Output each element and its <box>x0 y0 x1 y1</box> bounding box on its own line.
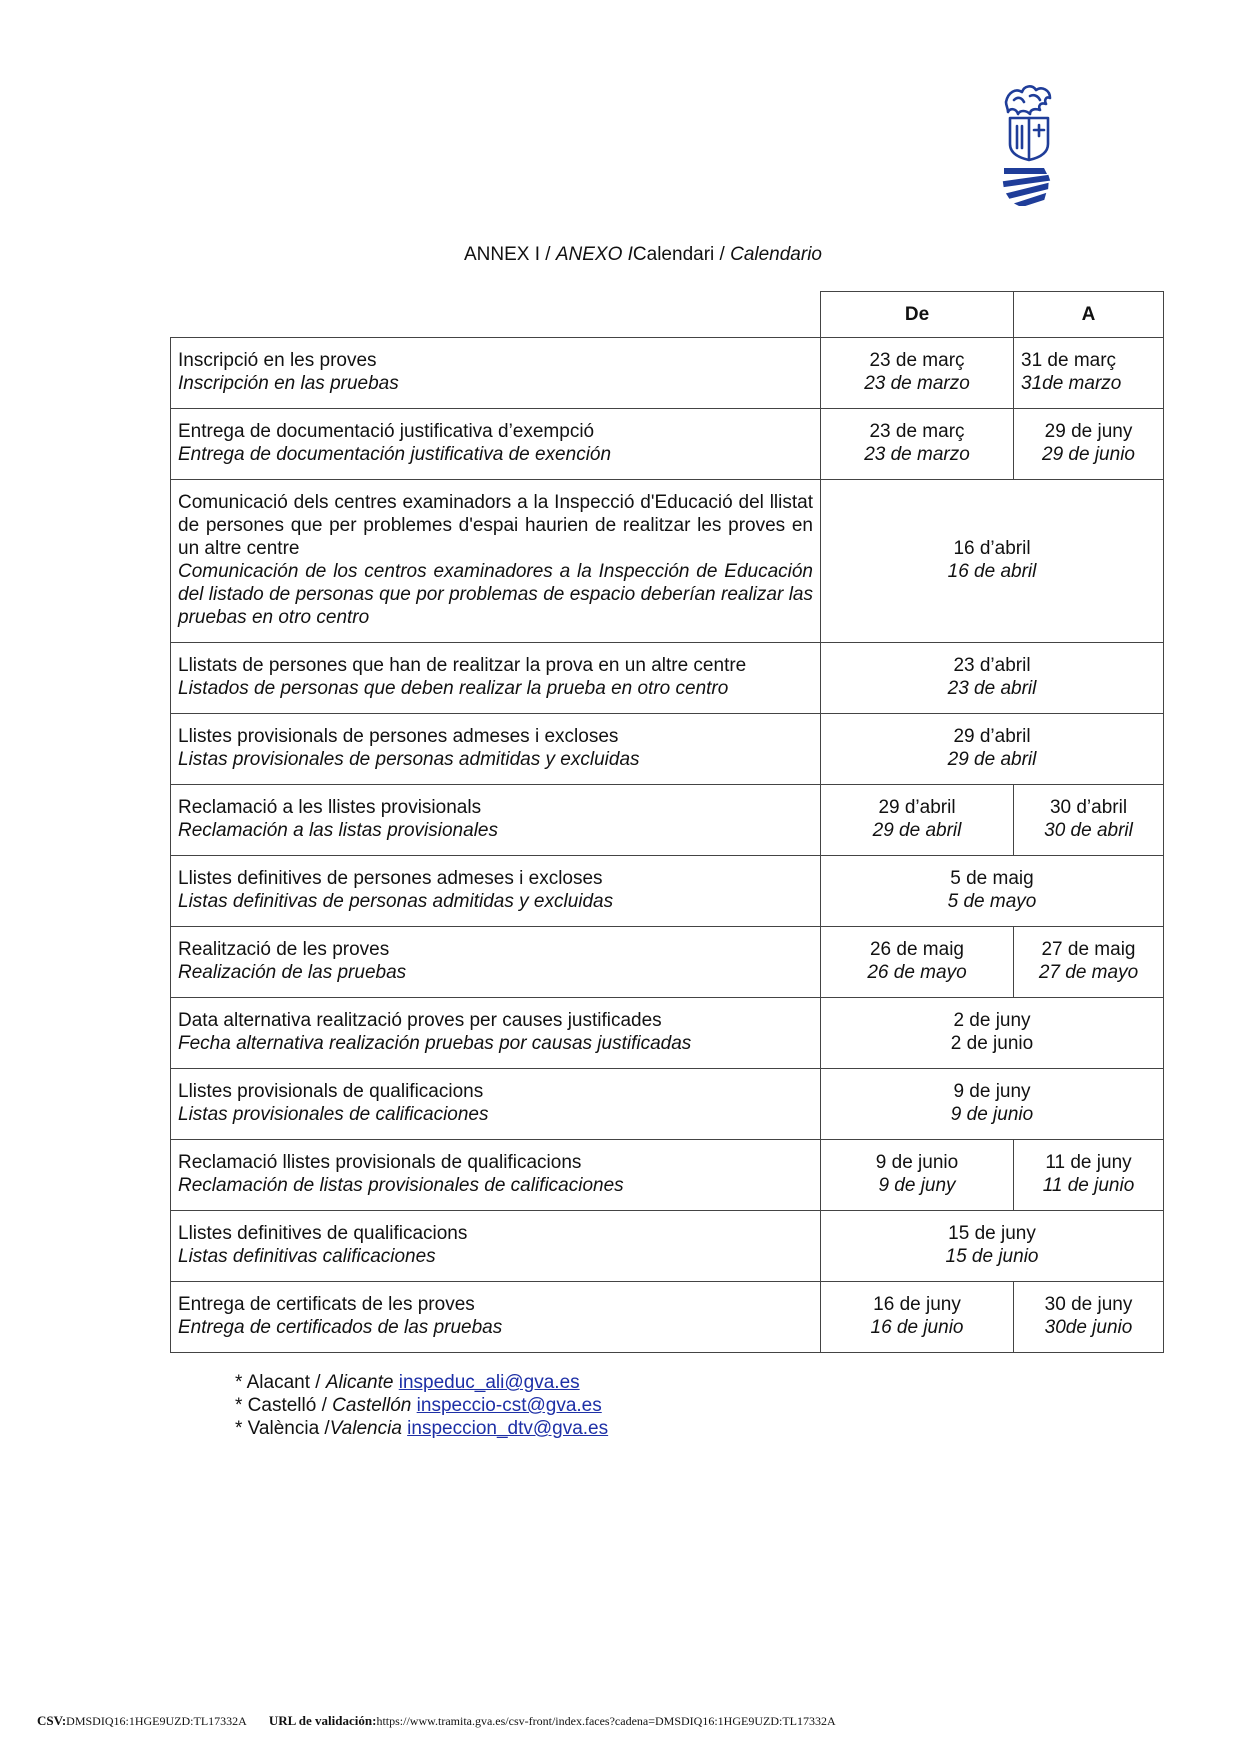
from-date-cell: 29 d’abril 29 de abril <box>821 785 1014 856</box>
table-row <box>171 998 1164 1069</box>
table-row <box>171 856 1164 927</box>
from-date-cell: 9 de junio 9 de juny <box>821 1140 1014 1211</box>
validation-footer <box>37 1713 836 1729</box>
csv-label: CSV: <box>37 1713 67 1728</box>
activity-cell: Realització de les proves Realización de las pruebas <box>171 927 821 998</box>
to-date-cell: 29 de juny 29 de junio <box>1014 409 1164 480</box>
email-link-valencia[interactable]: inspeccion_dtv@gva.es <box>407 1418 609 1439</box>
table-row <box>171 1211 1164 1282</box>
activity-cell: Data alternativa realització proves per causes justificades Fecha alternativa realización pruebas por causas justificadas <box>171 998 821 1069</box>
date-cell: 15 de juny 15 de junio <box>821 1211 1164 1282</box>
to-date-cell: 30 d’abril 30 de abril <box>1014 785 1164 856</box>
contact-alicante: * Alacant / Alicante inspeduc_ali@gva.es <box>235 1372 580 1393</box>
table-row <box>171 927 1164 998</box>
table-row <box>171 338 1164 409</box>
date-cell: 5 de maig 5 de mayo <box>821 856 1164 927</box>
date-cell: 23 d’abril 23 de abril <box>821 643 1164 714</box>
email-link-alicante[interactable]: inspeduc_ali@gva.es <box>398 1372 580 1393</box>
table-row <box>171 1069 1164 1140</box>
date-cell: 2 de juny 2 de junio <box>821 998 1164 1069</box>
activity-cell: Llistes definitives de persones admeses i excloses Listas definitivas de personas admitidas y excluidas <box>171 856 821 927</box>
activity-cell: Llistes provisionals de qualificacions Listas provisionales de calificaciones <box>171 1069 821 1140</box>
table-row <box>171 409 1164 480</box>
date-cell: 9 de juny 9 de junio <box>821 1069 1164 1140</box>
activity-cell: Llistats de persones que han de realitzar la prova en un altre centre Listados de personas que deben realizar la prueba en otro centro <box>171 643 821 714</box>
table-row <box>171 480 1164 643</box>
activity-cell: Entrega de documentació justificativa d’exempció Entrega de documentación justificativa de exención <box>171 409 821 480</box>
header-to: A <box>1014 292 1164 338</box>
activity-cell: Reclamació llistes provisionals de qualificacions Reclamación de listas provisionales de calificaciones <box>171 1140 821 1211</box>
table-row <box>171 785 1164 856</box>
date-cell: 16 d’abril 16 de abril <box>821 480 1164 643</box>
activity-cell: Llistes provisionals de persones admeses i excloses Listas provisionales de personas admitidas y excluidas <box>171 714 821 785</box>
from-date-cell: 16 de juny 16 de junio <box>821 1282 1014 1353</box>
activity-cell: Inscripció en les proves Inscripción en las pruebas <box>171 338 821 409</box>
table-row <box>171 714 1164 785</box>
to-date-cell: 30 de juny 30de junio <box>1014 1282 1164 1353</box>
csv-value: DMSDIQ16:1HGE9UZD:TL17332A <box>66 1714 247 1728</box>
table-row <box>171 1140 1164 1211</box>
table-row <box>171 1282 1164 1353</box>
contact-castellon: * Castelló / Castellón inspeccio-cst@gva.es <box>235 1395 602 1416</box>
contact-list <box>235 1371 608 1440</box>
url-label: URL de validación: <box>268 1713 377 1728</box>
url-value[interactable]: https://www.tramita.gva.es/csv-front/index.faces?cadena=DMSDIQ16:1HGE9UZD:TL17332A <box>376 1714 836 1728</box>
from-date-cell: 26 de maig 26 de mayo <box>821 927 1014 998</box>
activity-cell: Comunicació dels centres examinadors a la Inspecció d'Educació del llistat de persones que per problemes d'espai haurien de realitzar les proves en un altre centre Comunicación de los centros examinadores a la Inspección de Educación del listado de personas que por problemas de espacio deberían realizar las pruebas en otro centro <box>171 480 821 643</box>
activity-cell: Llistes definitives de qualificacions Listas definitivas calificaciones <box>171 1211 821 1282</box>
to-date-cell: 11 de juny 11 de junio <box>1014 1140 1164 1211</box>
date-cell: 29 d’abril 29 de abril <box>821 714 1164 785</box>
email-link-castellon[interactable]: inspeccio-cst@gva.es <box>416 1395 602 1416</box>
page-title: ANNEX I / ANEXO ICalendari / Calendario <box>463 244 822 265</box>
to-date-cell: 31 de març 31de marzo <box>1014 338 1164 409</box>
header-from: De <box>821 292 1014 338</box>
table-row <box>171 643 1164 714</box>
from-date-cell: 23 de març 23 de marzo <box>821 409 1014 480</box>
activity-cell: Entrega de certificats de les proves Entrega de certificados de las pruebas <box>171 1282 821 1353</box>
generalitat-valenciana-emblem-icon <box>1000 82 1058 206</box>
to-date-cell: 27 de maig 27 de mayo <box>1014 927 1164 998</box>
from-date-cell: 23 de març 23 de marzo <box>821 338 1014 409</box>
activity-cell: Reclamació a les llistes provisionals Reclamación a las listas provisionales <box>171 785 821 856</box>
table-header-row <box>171 292 1164 338</box>
contact-valencia: * València /Valencia inspeccion_dtv@gva.es <box>235 1418 609 1439</box>
calendar-table <box>170 291 1164 1353</box>
